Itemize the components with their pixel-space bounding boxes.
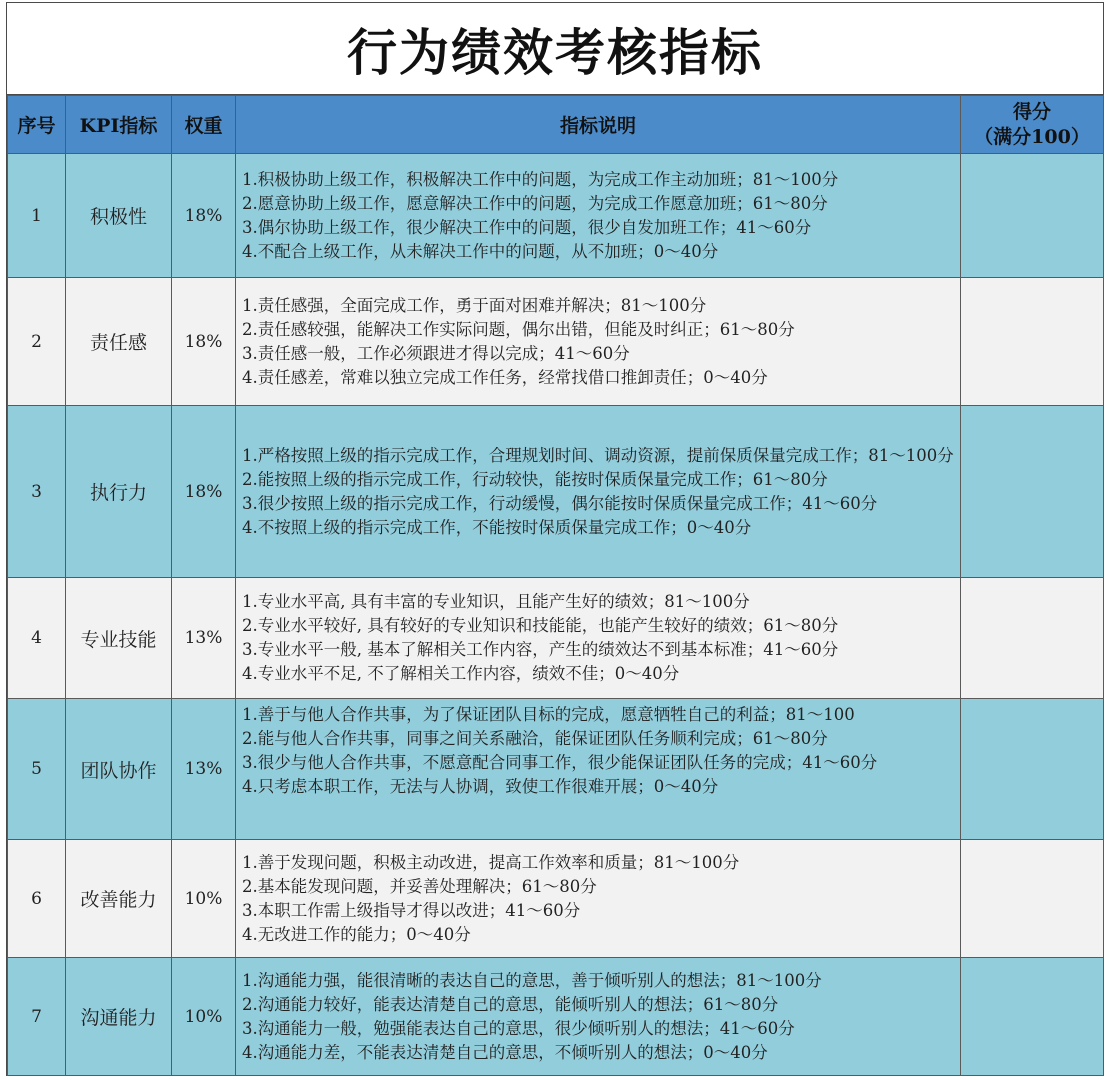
criteria-line: 4.不配合上级工作，从未解决工作中的问题，从不加班；0～40分: [242, 241, 719, 261]
row-seq: 5: [8, 699, 66, 840]
criteria-line: 2.能按照上级的指示完成工作，行动较快，能按时保质保量完成工作；61～80分: [242, 469, 828, 489]
row-weight: 13%: [172, 699, 236, 840]
table-row: [8, 840, 1104, 958]
criteria-line: 4.不按照上级的指示完成工作，不能按时保质保量完成工作；0～40分: [242, 517, 752, 537]
row-description: [236, 154, 961, 278]
table-row: [8, 154, 1104, 278]
row-weight: 18%: [172, 406, 236, 578]
row-weight: 18%: [172, 154, 236, 278]
row-kpi: 沟通能力: [66, 958, 172, 1076]
criteria-line: 1.专业水平高, 具有丰富的专业知识，且能产生好的绩效；81～100分: [242, 592, 750, 611]
score-cell[interactable]: [961, 406, 1104, 578]
criteria-line: 1.责任感强，全面完成工作，勇于面对困难并解决；81～100分: [242, 295, 707, 315]
criteria-line: 3.很少与他人合作共事，不愿意配合同事工作，很少能保证团队任务的完成；41～60分: [242, 753, 878, 772]
criteria-line: 3.专业水平一般, 基本了解相关工作内容，产生的绩效达不到基本标准；41～60分: [242, 640, 839, 659]
row-seq: 1: [8, 154, 66, 278]
criteria-line: 2.基本能发现问题，并妥善处理解决；61～80分: [242, 876, 597, 896]
score-cell[interactable]: [961, 154, 1104, 278]
header-score-title: 得分: [1012, 100, 1051, 123]
row-kpi: 团队协作: [66, 699, 172, 840]
score-cell[interactable]: [961, 840, 1104, 958]
criteria-line: 3.责任感一般，工作必须跟进才得以完成；41～60分: [242, 343, 630, 363]
criteria-line: 4.沟通能力差，不能表达清楚自己的意思，不倾听别人的想法；0～40分: [242, 1042, 768, 1062]
row-weight: 10%: [172, 958, 236, 1076]
row-seq: 7: [8, 958, 66, 1076]
header-score: [961, 96, 1104, 154]
page-title: 行为绩效考核指标: [7, 3, 1103, 95]
criteria-line: 1.积极协助上级工作，积极解决工作中的问题，为完成工作主动加班；81～100分: [242, 169, 839, 189]
row-kpi: 改善能力: [66, 840, 172, 958]
criteria-line: 1.善于与他人合作共事，为了保证团队目标的完成，愿意牺牲自己的利益；81～100: [242, 705, 855, 724]
row-kpi: 执行力: [66, 406, 172, 578]
table-row: [8, 699, 1104, 840]
criteria-line: 2.愿意协助上级工作，愿意解决工作中的问题，为完成工作愿意加班；61～80分: [242, 193, 828, 213]
header-weight: 权重: [172, 96, 236, 154]
row-description: [236, 958, 961, 1076]
kpi-table: [7, 95, 1104, 1076]
criteria-line: 1.沟通能力强，能很清晰的表达自己的意思，善于倾听别人的想法；81～100分: [242, 970, 822, 990]
criteria-line: 2.责任感较强，能解决工作实际问题，偶尔出错，但能及时纠正；61～80分: [242, 319, 795, 339]
header-desc: 指标说明: [236, 96, 961, 154]
row-seq: 6: [8, 840, 66, 958]
criteria-line: 2.沟通能力较好，能表达清楚自己的意思，能倾听别人的想法；61～80分: [242, 994, 779, 1014]
header-seq: 序号: [8, 96, 66, 154]
criteria-line: 3.本职工作需上级指导才得以改进；41～60分: [242, 900, 581, 920]
score-cell[interactable]: [961, 578, 1104, 699]
row-kpi: 积极性: [66, 154, 172, 278]
criteria-line: 3.沟通能力一般，勉强能表达自己的意思，很少倾听别人的想法；41～60分: [242, 1018, 795, 1038]
row-description: [236, 699, 961, 840]
score-cell[interactable]: [961, 699, 1104, 840]
table-row: [8, 406, 1104, 578]
row-description: [236, 578, 961, 699]
table-row: [8, 578, 1104, 699]
criteria-line: 3.很少按照上级的指示完成工作，行动缓慢，偶尔能按时保质保量完成工作；41～60分: [242, 493, 878, 513]
criteria-line: 4.无改进工作的能力；0～40分: [242, 924, 471, 944]
row-seq: 3: [8, 406, 66, 578]
row-description: [236, 406, 961, 578]
row-seq: 4: [8, 578, 66, 699]
score-cell[interactable]: [961, 958, 1104, 1076]
criteria-line: 1.严格按照上级的指示完成工作，合理规划时间、调动资源，提前保质保量完成工作；81～100分: [242, 445, 954, 465]
table-row: [8, 278, 1104, 406]
criteria-line: 4.只考虑本职工作，无法与人协调，致使工作很难开展；0～40分: [242, 777, 719, 796]
row-weight: 13%: [172, 578, 236, 699]
criteria-line: 3.偶尔协助上级工作，很少解决工作中的问题，很少自发加班工作；41～60分: [242, 217, 812, 237]
row-description: [236, 840, 961, 958]
criteria-line: 4.专业水平不足, 不了解相关工作内容，绩效不佳；0～40分: [242, 664, 680, 683]
row-description: [236, 278, 961, 406]
row-weight: 18%: [172, 278, 236, 406]
criteria-line: 1.善于发现问题，积极主动改进，提高工作效率和质量；81～100分: [242, 852, 740, 872]
header-score-max: （满分100）: [974, 125, 1090, 148]
table-row: [8, 958, 1104, 1076]
kpi-sheet: [6, 2, 1104, 1076]
score-cell[interactable]: [961, 278, 1104, 406]
criteria-line: 2.专业水平较好, 具有较好的专业知识和技能能，也能产生较好的绩效；61～80分: [242, 616, 839, 635]
row-kpi: 责任感: [66, 278, 172, 406]
description-clip: [242, 703, 954, 839]
row-kpi: 专业技能: [66, 578, 172, 699]
criteria-line: 4.责任感差，常难以独立完成工作任务，经常找借口推卸责任；0～40分: [242, 367, 768, 387]
row-weight: 10%: [172, 840, 236, 958]
header-row: [8, 96, 1104, 154]
header-kpi: KPI指标: [66, 96, 172, 154]
row-seq: 2: [8, 278, 66, 406]
criteria-line: 2.能与他人合作共事，同事之间关系融洽，能保证团队任务顺利完成；61～80分: [242, 729, 828, 748]
